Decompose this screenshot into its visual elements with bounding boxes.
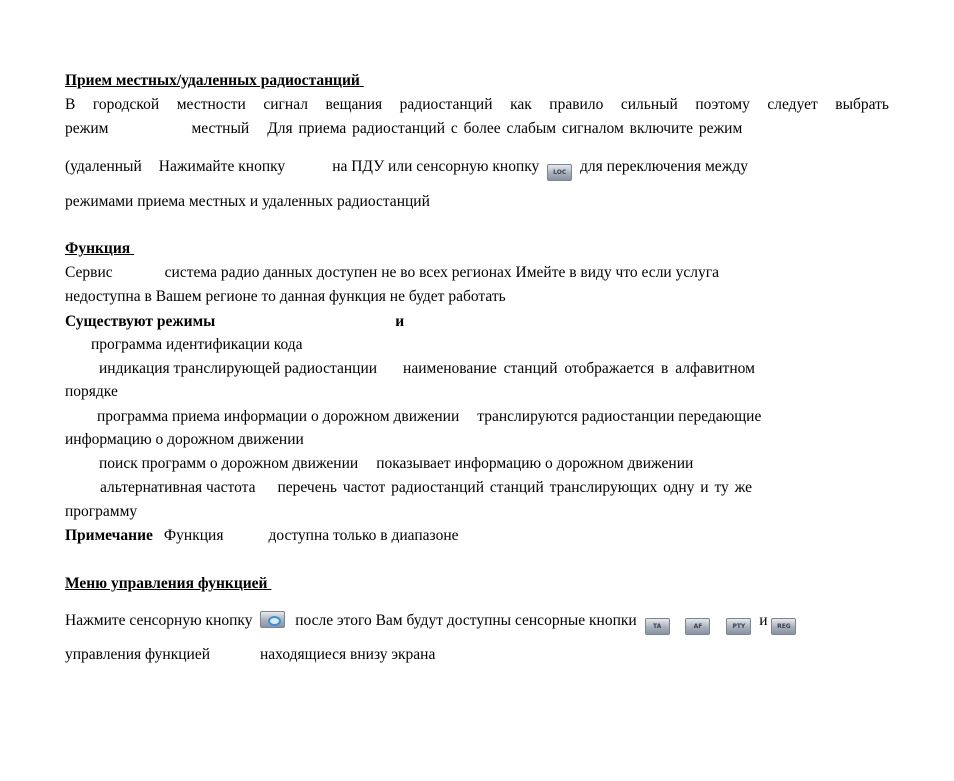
list-item: поиск программ о дорожном движении показывает информацию о дорожном движении [99, 455, 694, 472]
note-line: Примечание Функция доступна только в диапазоне [65, 527, 459, 544]
paragraph-line: Сервис система радио данных доступен не во всех регионах Имейте в виду что если услуга [65, 264, 719, 281]
list-item: альтернативная частота перечень частот радиостанций станций транслирующих одну и ту же [100, 479, 753, 496]
list-item: программа идентификации кода [91, 336, 303, 353]
list-item-continuation: программу [65, 503, 138, 520]
loc-dx-button-icon: LOC [547, 164, 572, 181]
list-item-continuation: информацию о дорожном движении [65, 431, 304, 448]
modes-line: Существуют режимы и [65, 313, 405, 330]
section-heading-local-distant: Прием местных/удаленных радиостанций [65, 72, 360, 89]
reg-button-icon: REG [771, 618, 796, 635]
paragraph-line: В городской местности сигнал вещания радиостанций как правило сильный поэтому следует выбрать [65, 96, 889, 113]
section-heading-control-menu: Меню управления функцией [65, 575, 268, 592]
ta-button-icon: TA [645, 618, 670, 635]
paragraph-line: режим местный Для приема радиостанций с более слабым сигналом включите режим [65, 120, 743, 137]
pty-button-icon: PTY [726, 618, 751, 635]
af-button-icon: AF [685, 618, 710, 635]
rds-menu-button-icon [260, 611, 285, 628]
list-item: индикация транслирующей радиостанции наименование станций отображается в алфавитном [99, 360, 755, 377]
list-item: программа приема информации о дорожном движении транслируются радиостанции передающие [97, 408, 762, 425]
list-item-continuation: порядке [65, 383, 118, 400]
paragraph-line: (удаленный Нажимайте кнопку на ПДУ или сенсорную кнопку LOC для переключения между [65, 158, 748, 181]
paragraph-line: режимами приема местных и удаленных радиостанций [65, 193, 430, 210]
section-heading-function: Функция [65, 240, 131, 257]
paragraph-line: Нажмите сенсорную кнопку после этого Вам будут доступны сенсорные кнопки TA AF PTY и REG [65, 611, 800, 635]
paragraph-line: управления функцией находящиеся внизу экрана [65, 646, 436, 663]
paragraph-line: недоступна в Вашем регионе то данная функция не будет работать [65, 288, 506, 305]
